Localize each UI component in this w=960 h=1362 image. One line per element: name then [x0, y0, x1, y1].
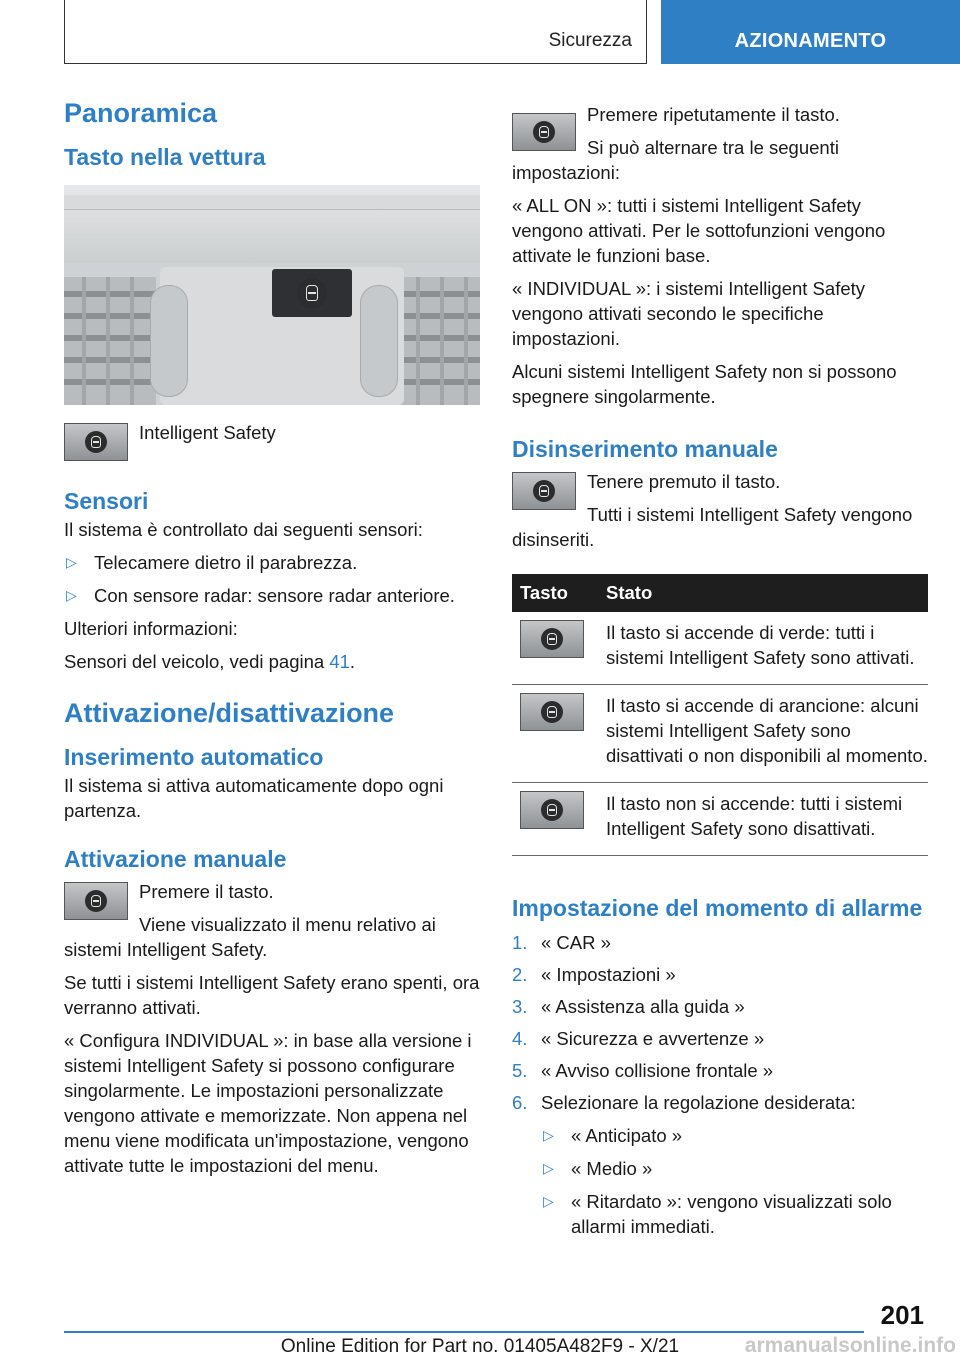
left-air-vent: [64, 277, 156, 405]
individual-text: « INDIVIDUAL »: i sistemi Intelligent Safety vengono attivati secondo le specifiche impostazioni.: [512, 278, 866, 349]
right-vent-wheel: [360, 285, 398, 397]
header-section-title: Sicurezza: [548, 30, 632, 51]
list-item: 3. « Assistenza alla guida »: [512, 996, 745, 1017]
repeat-press-block: [512, 102, 928, 193]
list-item: 5. « Avviso collisione frontale »: [512, 1060, 774, 1081]
manual-off-text: Se tutti i sistemi Intelligent Safety erano spenti, ora verranno attivati.: [64, 972, 480, 1018]
deactivation-block: [512, 469, 928, 560]
triangle-bullet-icon: ▷: [66, 587, 77, 603]
column-header-state: Stato: [598, 574, 928, 612]
key-label: Intelligent Safety: [139, 422, 276, 443]
not-off-text: Alcuni sistemi Intelligent Safety non si possono spegnere singolarmente.: [512, 361, 897, 407]
heading-button-in-vehicle: Tasto nella vettura: [64, 144, 266, 170]
intelligent-safety-button: [272, 269, 352, 317]
intelligent-safety-key-icon: [512, 472, 576, 510]
intelligent-safety-key-icon: [64, 882, 128, 920]
steps-list: [512, 930, 928, 1239]
intelligent-safety-key-icon: [520, 620, 584, 658]
vehicle-button-illustration: [64, 185, 480, 405]
sensors-intro: Il sistema è controllato dai seguenti sensori:: [64, 519, 423, 540]
footer-edition: Online Edition for Part no. 01405A482F9 - X/21: [280, 1336, 680, 1357]
heading-activation: Attivazione/disattivazione: [64, 698, 395, 728]
intelligent-safety-key-icon: [520, 693, 584, 731]
list-item: ▷ « Medio »: [543, 1158, 653, 1179]
repeat-press: Premere ripetutamente il tasto.: [587, 104, 840, 125]
heading-overview: Panoramica: [64, 98, 218, 128]
table-cell-state: Il tasto si accende di arancione: alcuni sistemi Intelligent Safety sono disattivati o non disponibili al momento.: [598, 685, 928, 783]
table-cell-state: Il tasto si accende di verde: tutti i sistemi Intelligent Safety sono attivati.: [598, 612, 928, 685]
all-on-text: « ALL ON »: tutti i sistemi Intelligent Safety vengono attivati. Per le sottofunzioni vengono attivate le funzioni base.: [512, 195, 886, 266]
table-cell-state: Il tasto non si accende: tutti i sistemi Intelligent Safety sono disattivati.: [598, 783, 928, 856]
see-page-reference: Sensori del veicolo, vedi pagina 41.: [64, 651, 356, 672]
page-number: 201: [880, 1300, 924, 1330]
table-cell-key: [512, 783, 598, 856]
more-info-label: Ulteriori informazioni:: [64, 618, 238, 639]
automatic-text: Il sistema si attiva automaticamente dopo ogni partenza.: [64, 775, 444, 821]
manual-press: Premere il tasto.: [139, 881, 274, 902]
list-item: 2. « Impostazioni »: [512, 964, 676, 985]
table-row: [512, 685, 928, 783]
page-link[interactable]: 41: [329, 651, 350, 672]
manual-activation-block: [64, 879, 480, 970]
hold-text: Tenere premuto il tasto.: [587, 471, 781, 492]
table-cell-key: [512, 612, 598, 685]
intelligent-safety-key-icon: [520, 791, 584, 829]
table-row: [512, 783, 928, 856]
list-item: 6. Selezionare la regolazione desiderata: ▷ « Anticipato » ▷ « Medio » ▷ « Ritardato »: vengono visualizzati solo allarmi immediati.: [512, 1090, 928, 1239]
options-list: [541, 1123, 928, 1239]
list-item: ▷ Con sensore radar: sensore radar anteriore.: [66, 585, 455, 606]
list-item: ▷ Telecamere dietro il parabrezza.: [66, 552, 358, 573]
status-table: [512, 574, 928, 856]
heading-sensors: Sensori: [64, 488, 149, 514]
manual-menu: Viene visualizzato il menu relativo ai sistemi Intelligent Safety.: [64, 914, 436, 960]
triangle-bullet-icon: ▷: [66, 554, 77, 570]
triangle-bullet-icon: ▷: [543, 1193, 554, 1209]
manual-individual-text: « Configura INDIVIDUAL »: in base alla versione i sistemi Intelligent Safety si possono configurare singolarmente. Le impostazioni personalizzate vengono attivate e memorizzate. Non appena nel menu viene modificata un'impostazione, vengono attivate tutte le impostazioni del menu.: [64, 1030, 472, 1176]
heading-manual-activation: Attivazione manuale: [64, 846, 287, 872]
header-chapter-tab: [661, 0, 960, 64]
all-off-text: Tutti i sistemi Intelligent Safety vengono disinseriti.: [512, 504, 913, 550]
repeat-toggle: Si può alternare tra le seguenti impostazioni:: [512, 137, 839, 183]
heading-manual-deactivation: Disinserimento manuale: [512, 436, 778, 462]
table-row: [512, 612, 928, 685]
right-column: [512, 98, 928, 1247]
intelligent-safety-key-icon: [512, 113, 576, 151]
list-item: 4. « Sicurezza e avvertenze »: [512, 1028, 765, 1049]
sensors-list: [64, 550, 480, 608]
heading-warning-timing: Impostazione del momento di allarme: [512, 895, 923, 921]
column-header-key: Tasto: [512, 574, 598, 612]
intelligent-safety-icon: [297, 278, 327, 308]
left-column: [64, 98, 480, 1186]
triangle-bullet-icon: ▷: [543, 1127, 554, 1143]
header-chapter-title: AZIONAMENTO: [734, 30, 887, 52]
list-item: ▷ « Ritardato »: vengono visualizzati solo allarmi immediati.: [543, 1191, 892, 1237]
dashboard-trim: [64, 195, 480, 210]
watermark: armanualsonline.info: [744, 1334, 956, 1357]
list-item: 1. « CAR »: [512, 932, 611, 953]
triangle-bullet-icon: ▷: [543, 1160, 554, 1176]
table-header-row: [512, 574, 928, 612]
left-vent-wheel: [150, 285, 188, 397]
header-section-tab: [64, 0, 647, 64]
table-cell-key: [512, 685, 598, 783]
intelligent-safety-key-icon: [64, 423, 128, 461]
list-item: ▷ « Anticipato »: [543, 1125, 683, 1146]
footer-divider: [64, 1331, 864, 1333]
heading-automatic: Inserimento automatico: [64, 744, 324, 770]
key-legend: [64, 423, 480, 461]
